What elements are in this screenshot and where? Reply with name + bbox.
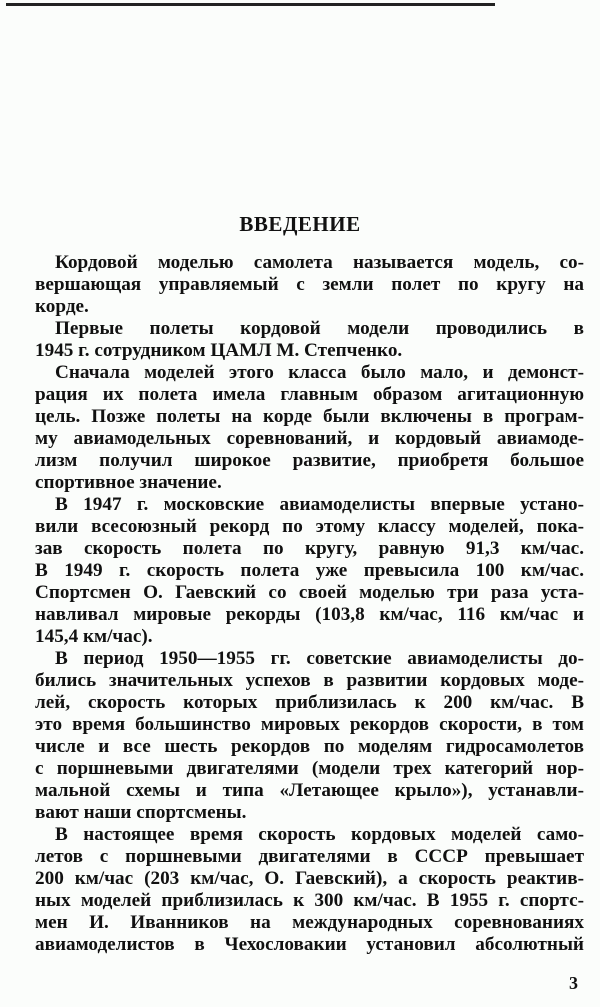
text-line: Спортсмен О. Гаевский со своей моделью три раза уста- xyxy=(35,582,584,604)
text-line: мальной схемы и типа «Летающее крыло»), устанавли- xyxy=(35,780,584,802)
text-line: Кордовой моделью самолета называется модель, со- xyxy=(55,252,584,273)
text-line: В 1949 г. скорость полета уже превысила 100 км/час. xyxy=(35,560,584,582)
text-line: корде. xyxy=(35,296,89,318)
text-line: рация их полета имела главным образом агитационную xyxy=(35,384,584,406)
text-line: 200 км/час (203 км/час, О. Гаевский), а скорость реактив- xyxy=(35,868,584,890)
text-line: это время большинство мировых рекордов скорости, в том xyxy=(35,714,584,736)
text-line: В настоящее время скорость кордовых моделей само- xyxy=(55,824,584,846)
text-line: навливал мировые рекорды (103,8 км/час, 116 км/час и xyxy=(35,604,584,626)
top-rule xyxy=(6,3,495,6)
text-line: летов с поршневыми двигателями в СССР превышает xyxy=(35,846,584,868)
text-line: лизм получил широкое развитие, приобретя большое xyxy=(35,450,584,472)
text-line: с поршневыми двигателями (модели трех категорий нор- xyxy=(35,758,584,780)
text-line: лей, скорость которых приблизилась к 200 км/час. В xyxy=(35,692,584,714)
text-line: вершающая управляемый с земли полет по кругу на xyxy=(35,274,584,296)
text-line: ных моделей приблизилась к 300 км/час. В 1955 г. спортс- xyxy=(35,890,584,912)
text-line: Первые полеты кордовой модели проводились в xyxy=(55,318,584,340)
text-line: цель. Позже полеты на корде были включены в програм- xyxy=(35,406,584,428)
text-line: вили всесоюзный рекорд по этому классу моделей, пока- xyxy=(35,516,584,538)
text-line: зав скорость полета по кругу, равную 91,3 км/час. xyxy=(35,538,584,560)
text-line: бились значительных успехов в развитии кордовых моде- xyxy=(35,670,584,692)
text-line: В 1947 г. московские авиамоделисты впервые устано- xyxy=(55,494,584,516)
text-line: спортивное значение. xyxy=(35,472,222,494)
text-line: му авиамодельных соревнований, и кордовый авиамоде- xyxy=(35,428,584,450)
text-line: В период 1950—1955 гг. советские авиамоделисты до- xyxy=(55,648,584,670)
text-line: вают наши спортсмены. xyxy=(35,802,247,824)
text-line: 145,4 км/час). xyxy=(35,626,153,648)
text-line: Сначала моделей этого класса было мало, и демонст- xyxy=(55,362,584,384)
body-text xyxy=(35,252,584,957)
text-line: 1945 г. сотрудником ЦАМЛ М. Степченко. xyxy=(35,340,403,362)
page-number: 3 xyxy=(569,973,578,993)
text-line: авиамоделистов в Чехословакии установил абсолютный xyxy=(35,934,584,956)
section-title: ВВЕДЕНИЕ xyxy=(239,212,361,236)
text-line: мен И. Иванников на международных соревнованиях xyxy=(35,912,584,934)
text-line: числе и все шесть рекордов по моделям гидросамолетов xyxy=(35,736,584,758)
